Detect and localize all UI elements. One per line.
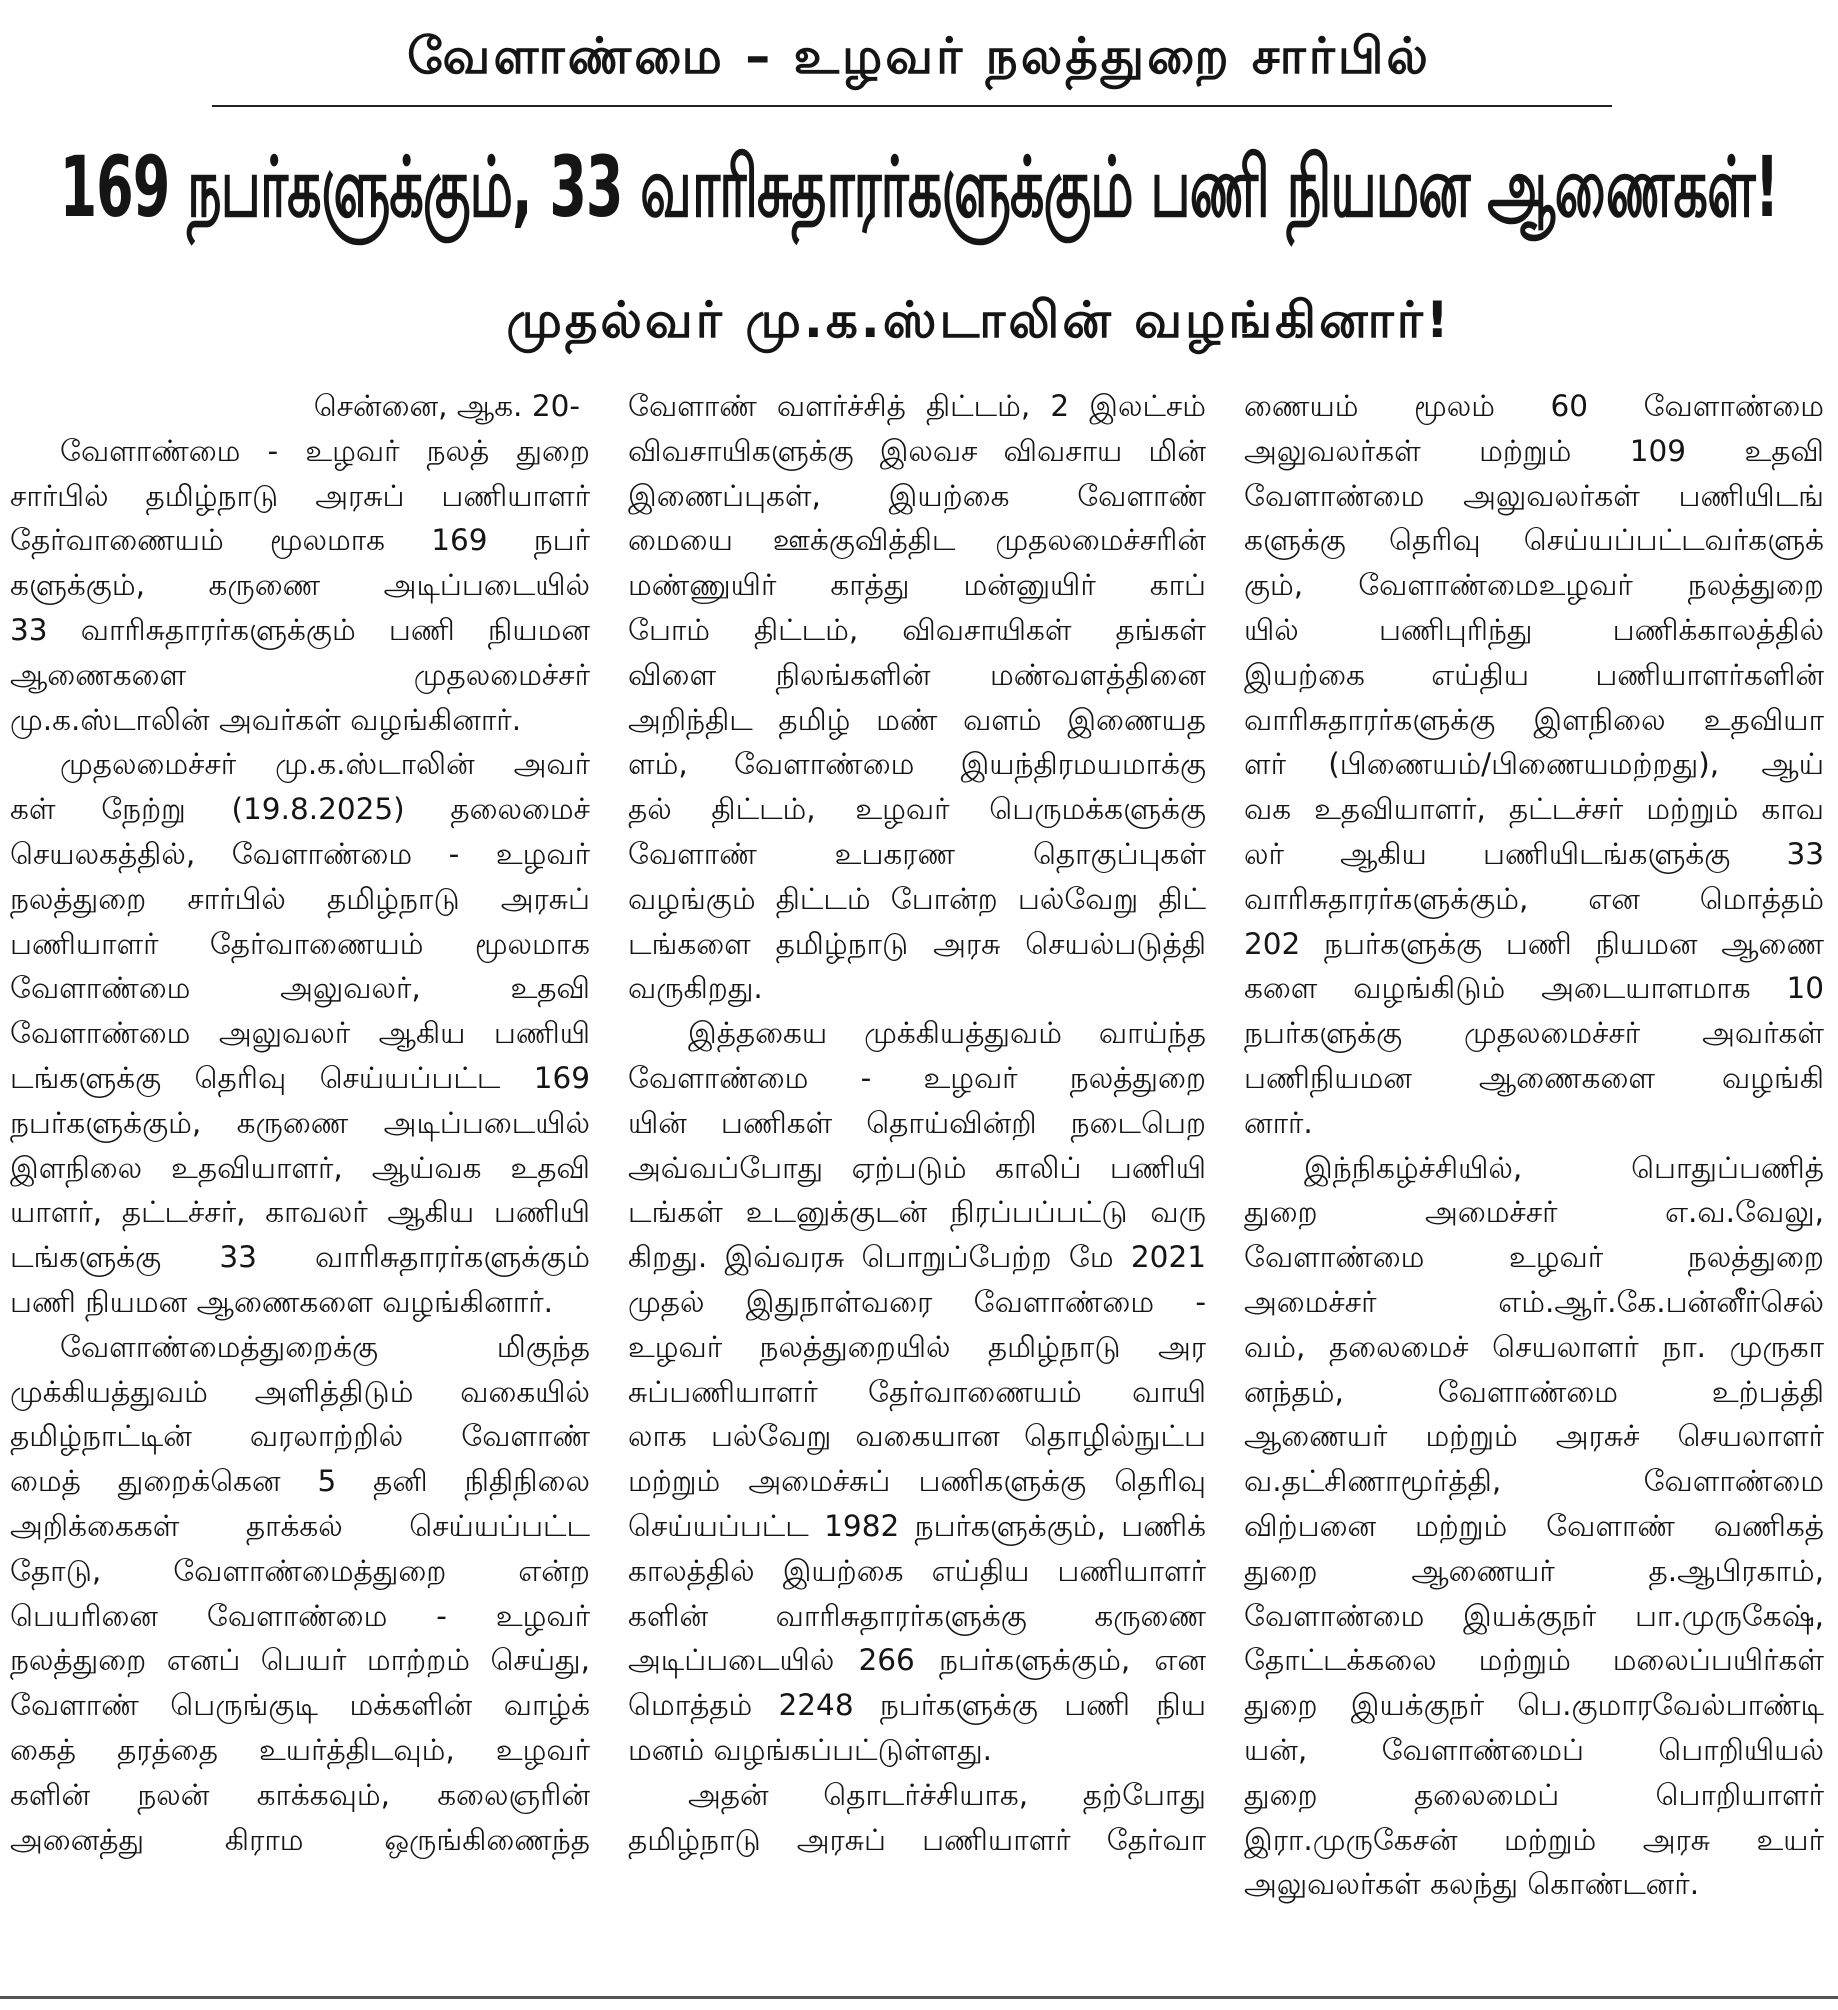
article-line: விளை நிலங்களின் மண்வளத்தினை [628, 657, 1206, 692]
article-line: வழங்கும் திட்டம் போன்ற பல்வேறு திட் [628, 881, 1206, 916]
article-line: அடிப்படையில் 266 நபர்களுக்கும், என [628, 1643, 1206, 1678]
article-line: அதன் தொடர்ச்சியாக, தற்போது [688, 1777, 1206, 1812]
article-line: 202 நபர்களுக்கு பணி நியமன ஆணை [1244, 926, 1824, 961]
article-line: துறை அமைச்சர் எ.வ.வேலு, [1244, 1195, 1824, 1230]
article-line: இந்நிகழ்ச்சியில், பொதுப்பணித் [1304, 1150, 1824, 1185]
article-line: மையை ஊக்குவித்திட முதலமைச்சரின் [628, 523, 1206, 558]
article-line: இணைப்புகள், இயற்கை வேளாண் [628, 478, 1206, 513]
article-line: யின் பணிகள் தொய்வின்றி நடைபெற [628, 1105, 1206, 1140]
article-line: வேளாண்மை அலுவலர்கள் பணியிடங் [1244, 478, 1824, 513]
article-line: வேளாண் உபகரண தொகுப்புகள் [628, 836, 1206, 871]
article-line: நபர்களுக்கும், கருணை அடிப்படையில் [10, 1105, 590, 1140]
article-line: அனைத்து கிராம ஒருங்கிணைந்த [10, 1822, 590, 1857]
article-line: தோடு, வேளாண்மைத்துறை என்ற [10, 1553, 590, 1588]
article-line: ஆணையர் மற்றும் அரசுச் செயலாளர் [1244, 1419, 1824, 1454]
article-line: வேளாண்மை - உழவர் நலத்துறை [628, 1060, 1206, 1095]
article-line: வேளாண் பெருங்குடி மக்களின் வாழ்க் [10, 1688, 590, 1723]
article-line: சுப்பணியாளர் தேர்வாணையம் வாயி [628, 1374, 1206, 1409]
article-line: துறை ஆணையர் த.ஆபிரகாம், [1244, 1553, 1824, 1588]
article-line: வேளாண்மை இயக்குநர் பா.முருகேஷ், [1244, 1598, 1824, 1633]
article-line: டங்கள் உடனுக்குடன் நிரப்பப்பட்டு வரு [628, 1195, 1206, 1230]
article-line: அலுவலர்கள் கலந்து கொண்டனர். [1244, 1867, 1700, 1902]
article-line: இயற்கை எய்திய பணியாளர்களின் [1244, 657, 1824, 692]
article-line: செய்யப்பட்ட 1982 நபர்களுக்கும், பணிக் [628, 1508, 1206, 1543]
article-line: லாக பல்வேறு வகையான தொழில்நுட்ப [628, 1419, 1206, 1454]
article-line: மொத்தம் 2248 நபர்களுக்கு பணி நிய [628, 1688, 1206, 1723]
article-line: உழவர் நலத்துறையில் தமிழ்நாடு அர [628, 1329, 1206, 1364]
article-line: னார். [1244, 1105, 1313, 1140]
article-line: மைத் துறைக்கென 5 தனி நிதிநிலை [10, 1464, 590, 1499]
headline-text: 169 நபர்களுக்கும், 33 வாரிசுதாரர்களுக்கும் பணி நியமன ஆணைகள்! [59, 138, 1779, 237]
subheadline: முதல்வர் மு.க.ஸ்டாலின் வழங்கினார்! [506, 291, 1452, 349]
article-line: இரா.முருகேசன் மற்றும் அரசு உயர் [1244, 1822, 1824, 1857]
article-line: வேளாண்மை உழவர் நலத்துறை [1244, 1240, 1824, 1275]
article-line: மற்றும் அமைச்சுப் பணிகளுக்கு தெரிவு [628, 1464, 1206, 1499]
article-line: சென்னை, ஆக. 20- [313, 389, 580, 423]
article-line: வக உதவியாளர், தட்டச்சர் மற்றும் காவ [1244, 792, 1824, 827]
article-line: விற்பனை மற்றும் வேளாண் வணிகத் [1244, 1508, 1824, 1543]
article-line: களின் நலன் காக்கவும், கலைஞரின் [10, 1777, 590, 1812]
article-line: வேளாண் வளர்ச்சித் திட்டம், 2 இலட்சம் [628, 389, 1206, 423]
article-line: விவசாயிகளுக்கு இலவச விவசாய மின் [628, 433, 1206, 468]
article-line: யன், வேளாண்மைப் பொறியியல் [1244, 1732, 1824, 1767]
article-line: பெயரினை வேளாண்மை - உழவர் [10, 1598, 590, 1633]
article-line: டங்களுக்கு தெரிவு செய்யப்பட்ட 169 [10, 1060, 590, 1095]
article-line: பணியாளர் தேர்வாணையம் மூலமாக [10, 926, 590, 961]
article-line: வாரிசுதாரர்களுக்கும், என மொத்தம் [1244, 881, 1824, 916]
article-line: ளம், வேளாண்மை இயந்திரமயமாக்கு [628, 747, 1206, 782]
article-line: தமிழ்நாட்டின் வரலாற்றில் வேளாண் [10, 1419, 590, 1454]
article-line: வம், தலைமைச் செயலாளர் நா. முருகா [1244, 1329, 1824, 1364]
article-line: கிறது. இவ்வரசு பொறுப்பேற்ற மே 2021 [628, 1240, 1206, 1275]
article-line: ணையம் மூலம் 60 வேளாண்மை [1244, 389, 1824, 423]
article-line: அவ்வப்போது ஏற்படும் காலிப் பணியி [628, 1150, 1206, 1185]
article-column-1 [10, 384, 590, 1862]
bottom-divider [0, 1996, 1838, 1999]
article-line: முதலமைச்சர் மு.க.ஸ்டாலின் அவர் [60, 747, 590, 782]
article-line: தல் திட்டம், உழவர் பெருமக்களுக்கு [628, 792, 1206, 827]
article-line: வருகிறது. [628, 971, 763, 1006]
article-line: களின் வாரிசுதாரர்களுக்கு கருணை [628, 1598, 1206, 1633]
article-line: வேளாண்மை அலுவலர் ஆகிய பணியி [10, 1016, 590, 1051]
article-line: தோட்டக்கலை மற்றும் மலைப்பயிர்கள் [1244, 1643, 1824, 1678]
article-line: மு.க.ஸ்டாலின் அவர்கள் வழங்கினார். [10, 702, 522, 737]
article-line: யாளர், தட்டச்சர், காவலர் ஆகிய பணியி [10, 1195, 590, 1230]
article-line: அறிக்கைகள் தாக்கல் செய்யப்பட்ட [10, 1508, 590, 1543]
article-line: தேர்வாணையம் மூலமாக 169 நபர் [10, 523, 590, 558]
article-line: கும், வேளாண்மைஉழவர் நலத்துறை [1244, 568, 1824, 603]
article-line: யில் பணிபுரிந்து பணிக்காலத்தில் [1244, 612, 1824, 647]
article-line: நலத்துறை சார்பில் தமிழ்நாடு அரசுப் [10, 881, 590, 916]
article-line: நலத்துறை எனப் பெயர் மாற்றம் செய்து, [10, 1643, 590, 1678]
headline [0, 128, 1838, 248]
article-line: லர் ஆகிய பணியிடங்களுக்கு 33 [1244, 836, 1824, 871]
article-line: வேளாண்மைத்துறைக்கு மிகுந்த [60, 1329, 590, 1364]
kicker-title: வேளாண்மை – உழவர் நலத்துறை சார்பில் [407, 27, 1431, 85]
article-line: டங்களை தமிழ்நாடு அரசு செயல்படுத்தி [628, 926, 1206, 961]
article-line: அறிந்திட தமிழ் மண் வளம் இணையத [628, 702, 1206, 737]
article-line: மண்ணுயிர் காத்து மன்னுயிர் காப் [628, 568, 1206, 603]
article-line: மனம் வழங்கப்பட்டுள்ளது. [628, 1732, 993, 1767]
article-line: வேளாண்மை - உழவர் நலத் துறை [60, 433, 590, 468]
article-line: துறை இயக்குநர் பெ.குமாரவேல்பாண்டி [1244, 1688, 1824, 1723]
article-line: ளர் (பிணையம்/பிணையமற்றது), ஆய் [1244, 747, 1824, 782]
article-line: செயலகத்தில், வேளாண்மை - உழவர் [10, 836, 590, 871]
article-line: களுக்கும், கருணை அடிப்படையில் [10, 568, 590, 603]
article-line: வேளாண்மை அலுவலர், உதவி [10, 971, 590, 1006]
article-line: ஆணைகளை முதலமைச்சர் [10, 657, 590, 692]
article-line: களை வழங்கிடும் அடையாளமாக 10 [1244, 971, 1824, 1006]
article-line: களுக்கு தெரிவு செய்யப்பட்டவர்களுக் [1244, 523, 1824, 558]
article-line: வாரிசுதாரர்களுக்கு இளநிலை உதவியா [1244, 702, 1824, 737]
article-column-2 [628, 384, 1206, 1862]
article-line: இளநிலை உதவியாளர், ஆய்வக உதவி [10, 1150, 590, 1185]
article-line: டங்களுக்கு 33 வாரிசுதாரர்களுக்கும் [10, 1240, 590, 1275]
article-line: 33 வாரிசுதாரர்களுக்கும் பணி நியமன [10, 612, 590, 647]
article-line: முக்கியத்துவம் அளித்திடும் வகையில் [10, 1374, 590, 1409]
article-line: பணி நியமன ஆணைகளை வழங்கினார். [10, 1284, 553, 1319]
article-line: நபர்களுக்கு முதலமைச்சர் அவர்கள் [1244, 1016, 1824, 1051]
article-line: அமைச்சர் எம்.ஆர்.கே.பன்னீர்செல் [1244, 1284, 1824, 1319]
article-line: னந்தம், வேளாண்மை உற்பத்தி [1244, 1374, 1824, 1409]
article-line: போம் திட்டம், விவசாயிகள் தங்கள் [628, 612, 1206, 647]
article-line: சார்பில் தமிழ்நாடு அரசுப் பணியாளர் [10, 478, 590, 513]
article-column-3 [1244, 384, 1824, 1907]
article-line: பணிநியமன ஆணைகளை வழங்கி [1244, 1060, 1824, 1095]
article-line: தமிழ்நாடு அரசுப் பணியாளர் தேர்வா [628, 1822, 1206, 1857]
article-line: துறை தலைமைப் பொறியாளர் [1244, 1777, 1824, 1812]
article-line: கைத் தரத்தை உயர்த்திடவும், உழவர் [10, 1732, 590, 1767]
article-line: காலத்தில் இயற்கை எய்திய பணியாளர் [628, 1553, 1206, 1588]
article-line: அலுவலர்கள் மற்றும் 109 உதவி [1244, 433, 1824, 468]
article-line: கள் நேற்று (19.8.2025) தலைமைச் [10, 792, 590, 827]
article-line: வ.தட்சிணாமூர்த்தி, வேளாண்மை [1244, 1464, 1824, 1499]
article-line: இத்தகைய முக்கியத்துவம் வாய்ந்த [688, 1016, 1206, 1051]
article-line: முதல் இதுநாள்வரை வேளாண்மை - [628, 1284, 1206, 1319]
